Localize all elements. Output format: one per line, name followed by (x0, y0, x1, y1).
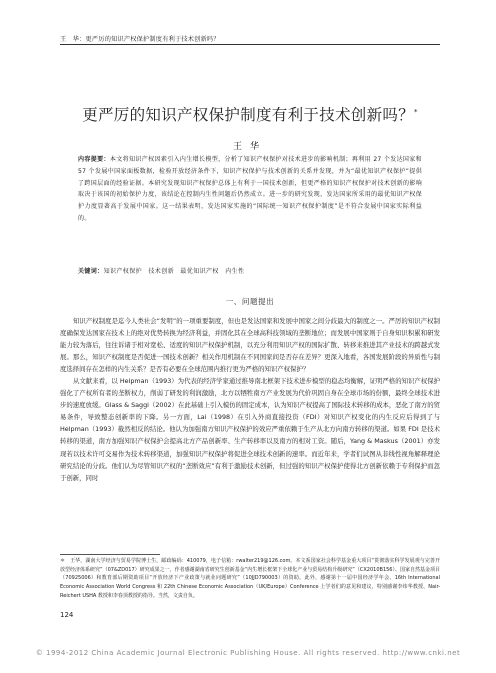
section-title: 一、问题提出 (225, 297, 275, 306)
copyright-notice: © 1994-2012 China Academic Journal Electronic Publishing House. All rights reserved. http://www.cnki.net (35, 649, 461, 657)
abstract-text: 本文将知识产权因素引入内生增长模型，分析了知识产权保护对技术进步的影响机制；再利用 27 个发达国家和 57 个发展中国家面板数据，检验开放经济条件下，知识产权保护与技术创新的关系并发现，并为“最优知识产权保护”提供了跨国层面的经验证据。本研究发现知识产权保护总体上有利于一国技术创新，但更严格的知识产权保护对技术创新的影响取决于该国的初始保护力度，该结论在控制内生性问题后仍然成立。进一步的研究发现，发达国家所采用的最优知识产权保护力度显著高于发展中国家。这一结果表明，发达国家实施的“国际统一知识产权保护制度”是不符合发展中国家实际利益的。 (78, 156, 422, 222)
author-name: 王华 (232, 142, 267, 152)
article-title (40, 103, 460, 125)
paragraph: 知识产权制度是迄今人类社会“发明”的一项重要制度，但也是发达国家和发展中国家之间分歧最大的制度之一。严厉的知识产权制度确保发达国家在技术上的绝对优势转换为经济利益，并固化其在全球高科技领域的垄断地位；而发展中国家则于自身知识积累和研发能力较为落后，往往诉诸于相对宽松、适度的知识产权保护机制，以充分利用知识产权的国际扩散、转移来推进其产业技术的跨越式发展。那么，知识产权制度是否促进一国技术创新？相关作用机制在不同国家间是否存在差异？更深入地看，各国发展阶段的异质性与制度选择间存在怎样的内生关系？是否有必要在全球范围内推行更为严格的知识产权保护？ (60, 317, 440, 374)
title-text: 更严厉的知识产权保护制度有利于技术创新吗？ (82, 106, 414, 124)
abstract-label: 内容提要： (78, 156, 110, 163)
footnote-rule (60, 554, 160, 555)
page-number: 124 (60, 611, 74, 619)
keywords-label: 关键词： (78, 268, 104, 275)
keywords-text: 知识产权保护 技术创新 最优知识产权 内生性 (103, 268, 245, 275)
body-text (60, 315, 440, 484)
header-rule (60, 44, 440, 45)
abstract (78, 154, 422, 225)
footnote: ＊ 王华，湖南大学经济与贸易学院博士生，邮政编码：410079，电子信箱：rwalter219@126.com。本文系国家社会科学基金重大项目“贯彻落实科学发展观与完善开放型经济体系研究”（07&ZD017）研究成果之一，作者感谢湖南省研究生创新基金“内生增长框架下全球化产业与贸易结构升级研究”（CX2010B156）、国家自然基金项目（70925006）和教育部后期资助项目“开放经济下产业政策与就业问题研究”（10JJD790003）的资助。此外，感谢第十一届中国经济学年会、16th International Economic Association World Congress 和 22th Chinese Economic Association（UK/Europe）Conference 上学者们的意见和建议，特别感谢李纬华教授、Nair-Reichert USHA 教授和李春顶教授的指导。当然，文责自负。 (60, 558, 440, 599)
running-head: 王 华：更严厉的知识产权保护制度有利于技术创新吗？ (60, 36, 220, 43)
keywords (78, 266, 422, 275)
paragraph: 从文献来看，以 Helpman（1993）为代表的经济学家通过推导南北框架下技术进步模型的稳态均衡解，证明严格的知识产权保护强化了产权所有者的垄断权力，削弱了研发的利润激励，北方以牺牲南方产业发展为代价巩固自身在全球市场的份额，最终全球技术进步的速度放缓。Glass & Saggi（2002）在此基础上引入模仿的固定成本，认为知识产权提高了国际技术转移的成本，恶化了南方的贸易条件，导致整态创新率的下降。另一方面，Lai（1998）在引入外商直接投资（FDI）对知识产权变化的内生反应后得到了与 Helpman（1993）截然相反的结论。他认为加强南方知识产权保护的效应严重依赖于生产从北方向南方转移的渠道。如果 FDI 是技术转移的渠道，南方加强知识产权保护会提高北方产品创新率、生产转移率以及南方的相对工资。随后，Yang & Maskus（2001）亦发现若以技术许可交易作为技术转移渠道，加强知识产权保护将促进全球技术创新的速率。而近年来，学者们试图从非线性视角解释理论研究结论的分歧。他们认为尽管知识产权的“垄断效应”有利于激励技术创新，但过强的知识产权保护使得北方创新依赖于专利保护而忽于创新，同时 (60, 377, 441, 482)
title-footnote-mark: * (414, 107, 418, 116)
